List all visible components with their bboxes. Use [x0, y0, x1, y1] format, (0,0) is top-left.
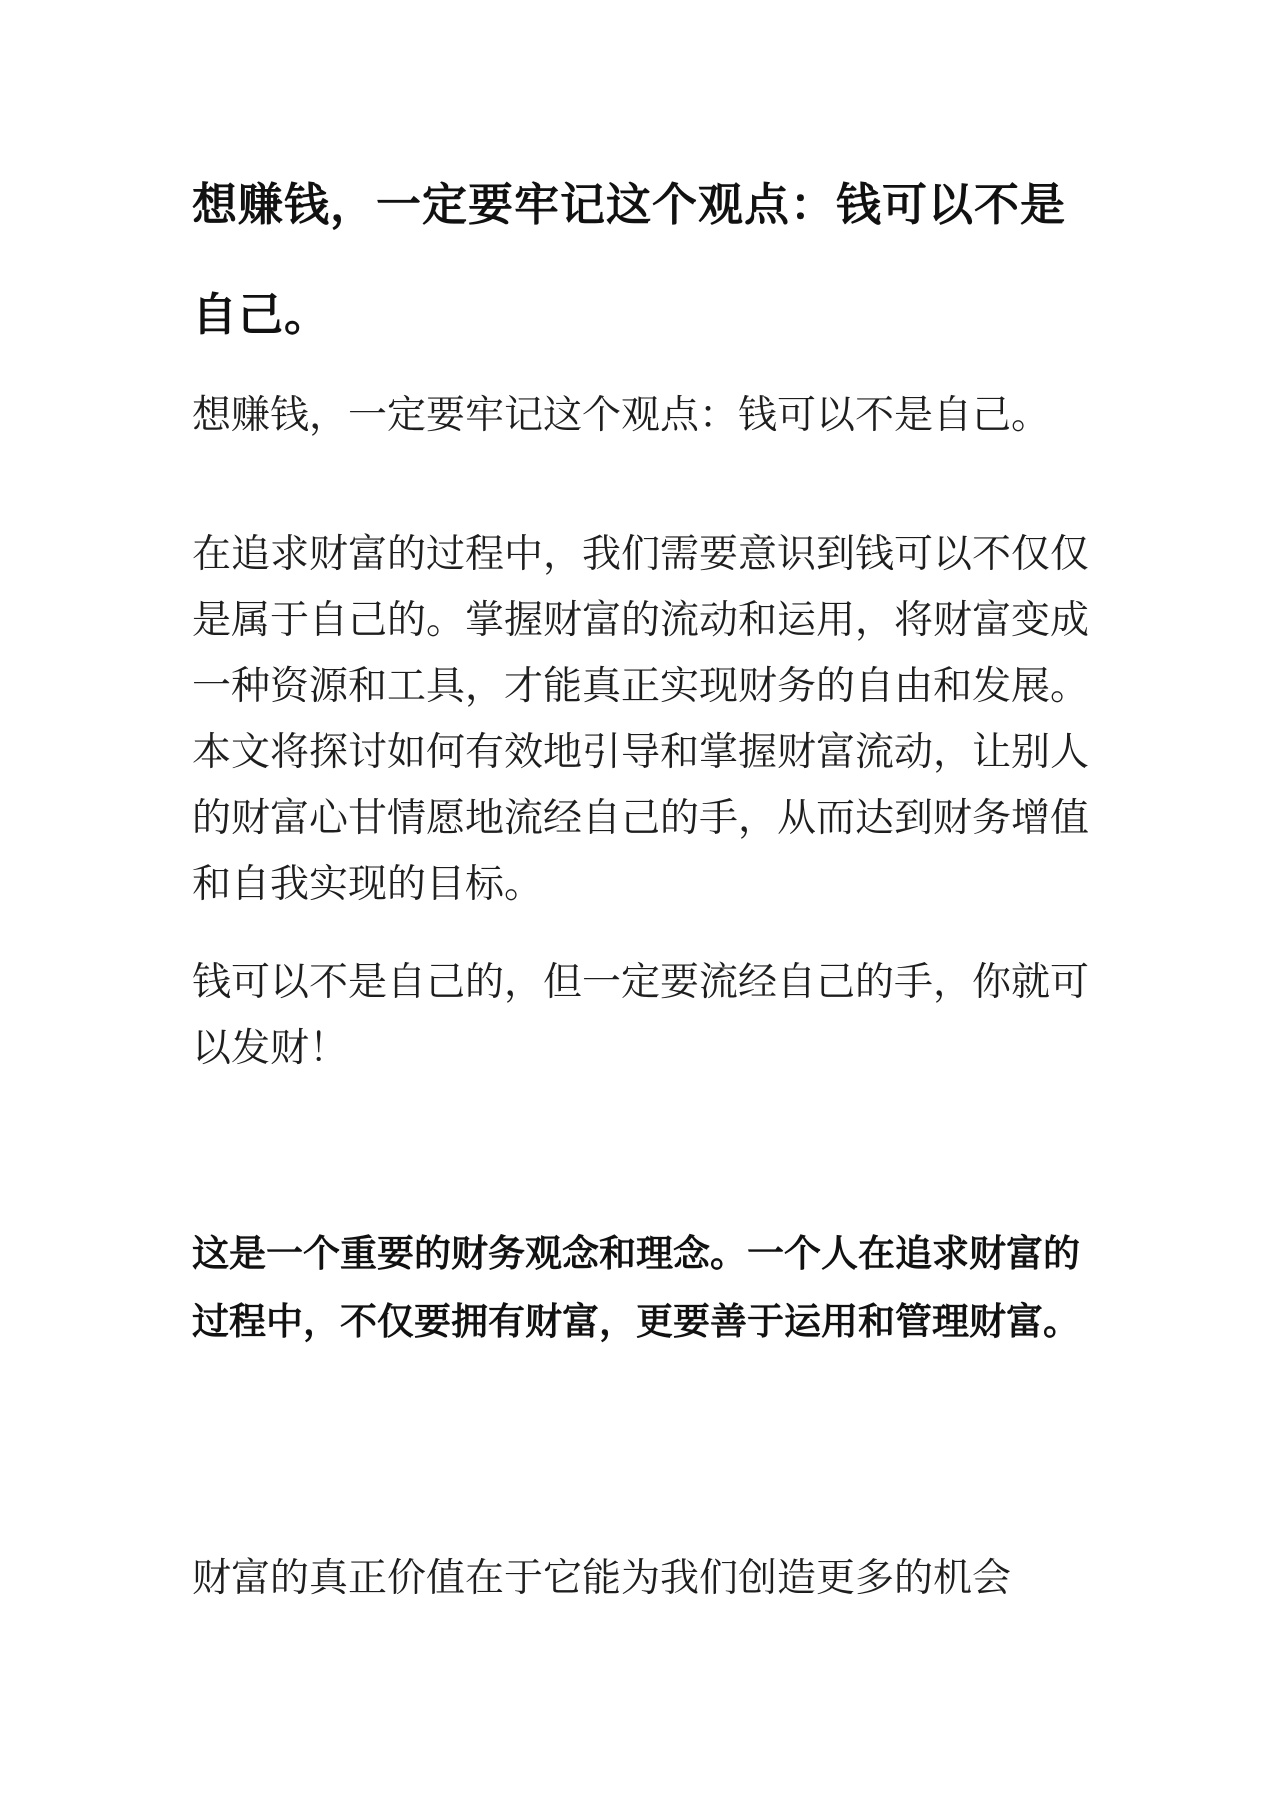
body-paragraph: 在追求财富的过程中，我们需要意识到钱可以不仅仅是属于自己的。掌握财富的流动和运用，将财富变成一种资源和工具，才能真正实现财务的自由和发展。本文将探讨如何有效地引导和掌握财富流动，让别人的财富心甘情愿地流经自己的手，从而达到财务增值和自我实现的目标。: [192, 532, 1090, 907]
bold-paragraph: 这是一个重要的财务观念和理念。一个人在追求财富的过程中，不仅要拥有财富，更要善于运用和管理财富。: [192, 1232, 1080, 1343]
intro-paragraph: 想赚钱，一定要牢记这个观点：钱可以不是自己。: [192, 393, 1051, 438]
article-title: 想赚钱，一定要牢记这个观点：钱可以不是自己。: [192, 178, 1067, 341]
money-point-paragraph: 钱可以不是自己的，但一定要流经自己的手，你就可以发财！: [192, 960, 1090, 1071]
last-paragraph: 财富的真正价值在于它能为我们创造更多的机会: [192, 1556, 1012, 1601]
